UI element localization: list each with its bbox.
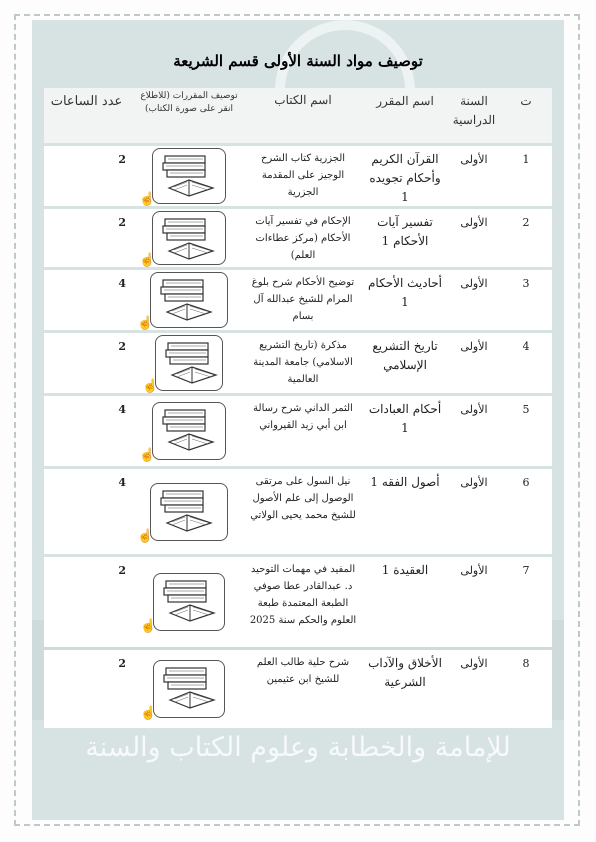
row-course: القرآن الكريم وأحكام تجويده 1 (369, 152, 441, 204)
row-year: الأولى (460, 657, 488, 670)
pointer-hand-icon: ☝ (142, 379, 159, 394)
watermark-text: للإمامة والخطابة وعلوم الكتاب والسنة (85, 732, 511, 763)
row-book: المفيد في مهمات التوحيد د. عبدالقادر عطا صوفي الطبعة المعتمدة طبعة العلوم والحكم سنة 2025 (249, 564, 357, 626)
row-hours: 2 (118, 216, 126, 229)
table-body (44, 146, 552, 728)
row-year: الأولى (460, 403, 488, 416)
table-row (44, 146, 552, 206)
pointer-hand-icon: ☝ (140, 706, 157, 721)
row-course: تفسير آيات الأحكام 1 (377, 215, 433, 248)
row-hours: 2 (118, 153, 126, 166)
row-num: 7 (522, 564, 530, 577)
row-book: الجزرية كتاب الشرح الوجيز على المقدمة الجزرية (260, 153, 346, 198)
header-num: ت (520, 94, 532, 108)
row-course: الأخلاق والآداب الشرعية (368, 656, 442, 689)
row-num: 1 (522, 153, 530, 166)
row-year: الأولى (460, 153, 488, 166)
row-course: تاريخ التشريع الإسلامي (372, 339, 438, 372)
row-num: 3 (522, 277, 530, 290)
table-row (44, 557, 552, 647)
courses-table (44, 88, 552, 731)
page-title: توصيف مواد السنة الأولى قسم الشريعة (173, 52, 423, 70)
row-cover (134, 146, 244, 206)
row-book: شرح حلية طالب العلم للشيخ ابن عثيمين (256, 657, 350, 685)
row-year: الأولى (460, 277, 488, 290)
row-hours: 4 (118, 277, 126, 290)
row-cover (134, 557, 244, 647)
row-hours: 2 (118, 657, 126, 670)
pointer-hand-icon: ☝ (137, 316, 154, 331)
header-course: اسم المقرر (376, 94, 434, 108)
row-year: الأولى (460, 340, 488, 353)
row-cover (134, 333, 244, 393)
header-hours: عدد الساعات (50, 94, 123, 109)
row-cover (134, 270, 244, 330)
book-cover-link[interactable] (139, 211, 226, 268)
row-book: توضيح الأحكام شرح بلوغ المرام للشيخ عبدالله آل بسام (251, 277, 355, 322)
header-book: اسم الكتاب (274, 93, 332, 107)
book-cover-link[interactable] (142, 335, 223, 394)
row-num: 6 (522, 476, 530, 489)
pointer-hand-icon: ☝ (139, 253, 156, 268)
table-header (44, 88, 552, 143)
row-num: 2 (522, 216, 530, 229)
table-row (44, 650, 552, 728)
book-cover-link[interactable] (139, 402, 226, 463)
table-row (44, 270, 552, 330)
row-book: مذكرة (تاريخ التشريع الاسلامي) جامعة المدينة العالمية (253, 340, 353, 385)
row-year: الأولى (460, 216, 488, 229)
row-hours: 2 (118, 564, 126, 577)
row-course: أصول الفقه 1 (370, 475, 440, 489)
row-hours: 4 (118, 403, 126, 416)
row-num: 5 (522, 403, 530, 416)
row-year: الأولى (460, 564, 488, 577)
row-cover (134, 396, 244, 466)
header-year: السنة الدراسية (452, 94, 496, 127)
row-course: أحكام العبادات 1 (368, 402, 442, 435)
row-cover (134, 209, 244, 267)
row-course: أحاديث الأحكام 1 (368, 276, 442, 309)
row-book: الإحكام في تفسير آيات الأحكام (مركز عطاءات العلم) (255, 216, 351, 261)
book-cover-link[interactable] (140, 660, 225, 721)
row-book: نيل السول على مرتقى الوصول إلى علم الأصول للشيخ محمد يحيى الولاتي (250, 476, 356, 521)
book-cover-link[interactable] (139, 148, 226, 207)
book-cover-link[interactable] (137, 272, 228, 331)
pointer-hand-icon: ☝ (140, 619, 157, 634)
header-desc: توصيف المقررات (للاطلاع انقر على صورة الكتاب) (140, 91, 238, 114)
table-row (44, 333, 552, 393)
row-num: 4 (522, 340, 530, 353)
row-cover (134, 650, 244, 728)
row-hours: 2 (118, 340, 126, 353)
row-hours: 4 (118, 476, 126, 489)
book-cover-link[interactable] (137, 483, 228, 544)
book-cover-link[interactable] (140, 573, 225, 634)
table-row (44, 396, 552, 466)
pointer-hand-icon: ☝ (137, 528, 154, 544)
row-book: الثمر الداني شرح رسالة ابن أبي زيد القيرواني (253, 403, 353, 431)
row-year: الأولى (460, 476, 488, 489)
row-cover (134, 469, 244, 554)
pointer-hand-icon: ☝ (139, 192, 156, 207)
pointer-hand-icon: ☝ (139, 448, 156, 463)
table-row (44, 209, 552, 267)
row-course: العقيدة 1 (381, 563, 429, 577)
row-num: 8 (522, 657, 530, 670)
table-row (44, 469, 552, 554)
